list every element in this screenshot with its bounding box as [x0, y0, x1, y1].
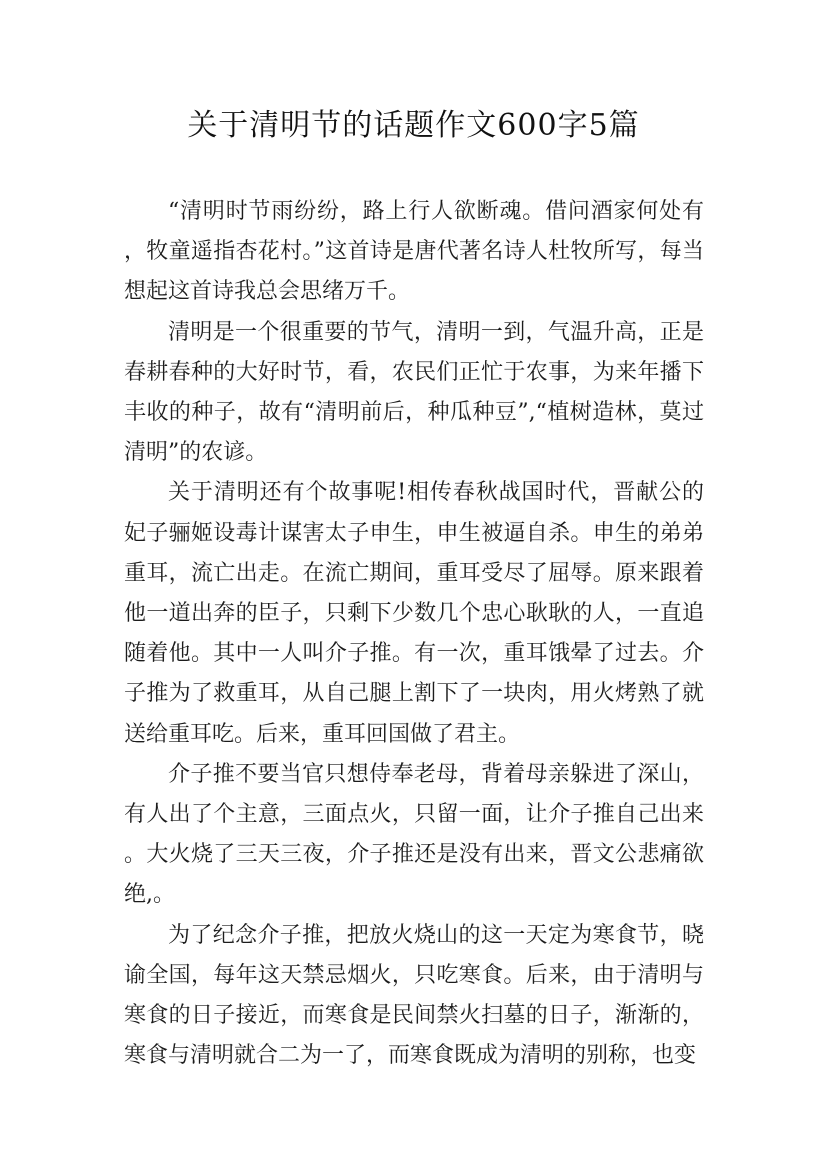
paragraph-5: 为了纪念介子推，把放火烧山的这一天定为寒食节，晓谕全国，每年这天禁忌烟火，只吃寒食。后来，由于清明与寒食的日子接近，而寒食是民间禁火扫墓的日子，渐渐的，寒食与清明就合二为一了，而寒食既成为清明的别称，也变: [124, 922, 704, 1069]
paragraph-2: 清明是一个很重要的节气，清明一到，气温升高，正是春耕春种的大好时节，看，农民们正忙于农事，为来年播下丰收的种子，故有“清明前后，种瓜种豆”,“植树造林，莫过清明”的农谚。: [124, 319, 704, 466]
document-body: [124, 192, 704, 1076]
document-title: 关于清明节的话题作文600字5篇: [187, 108, 640, 143]
paragraph-3: 关于清明还有个故事呢!相传春秋战国时代，晋献公的妃子骊姬设毒计谋害太子申生，申生被逼自杀。申生的弟弟重耳，流亡出走。在流亡期间，重耳受尽了屈辱。原来跟着他一道出奔的臣子，只剩下少数几个忠心耿耿的人，一直追随着他。其中一人叫介子推。有一次，重耳饿晕了过去。介子推为了救重耳，从自己腿上割下了一块肉，用火烤熟了就送给重耳吃。后来，重耳回国做了君主。: [124, 480, 704, 747]
paragraph-1: “清明时节雨纷纷，路上行人欲断魂。借问酒家何处有，牧童遥指杏花村。”这首诗是唐代著名诗人杜牧所写，每当想起这首诗我总会思绪万千。: [124, 199, 704, 305]
paragraph-4: 介子推不要当官只想侍奉老母，背着母亲躲进了深山，有人出了个主意，三面点火，只留一面，让介子推自己出来。大火烧了三天三夜，介子推还是没有出来，晋文公悲痛欲绝,。: [124, 761, 704, 908]
